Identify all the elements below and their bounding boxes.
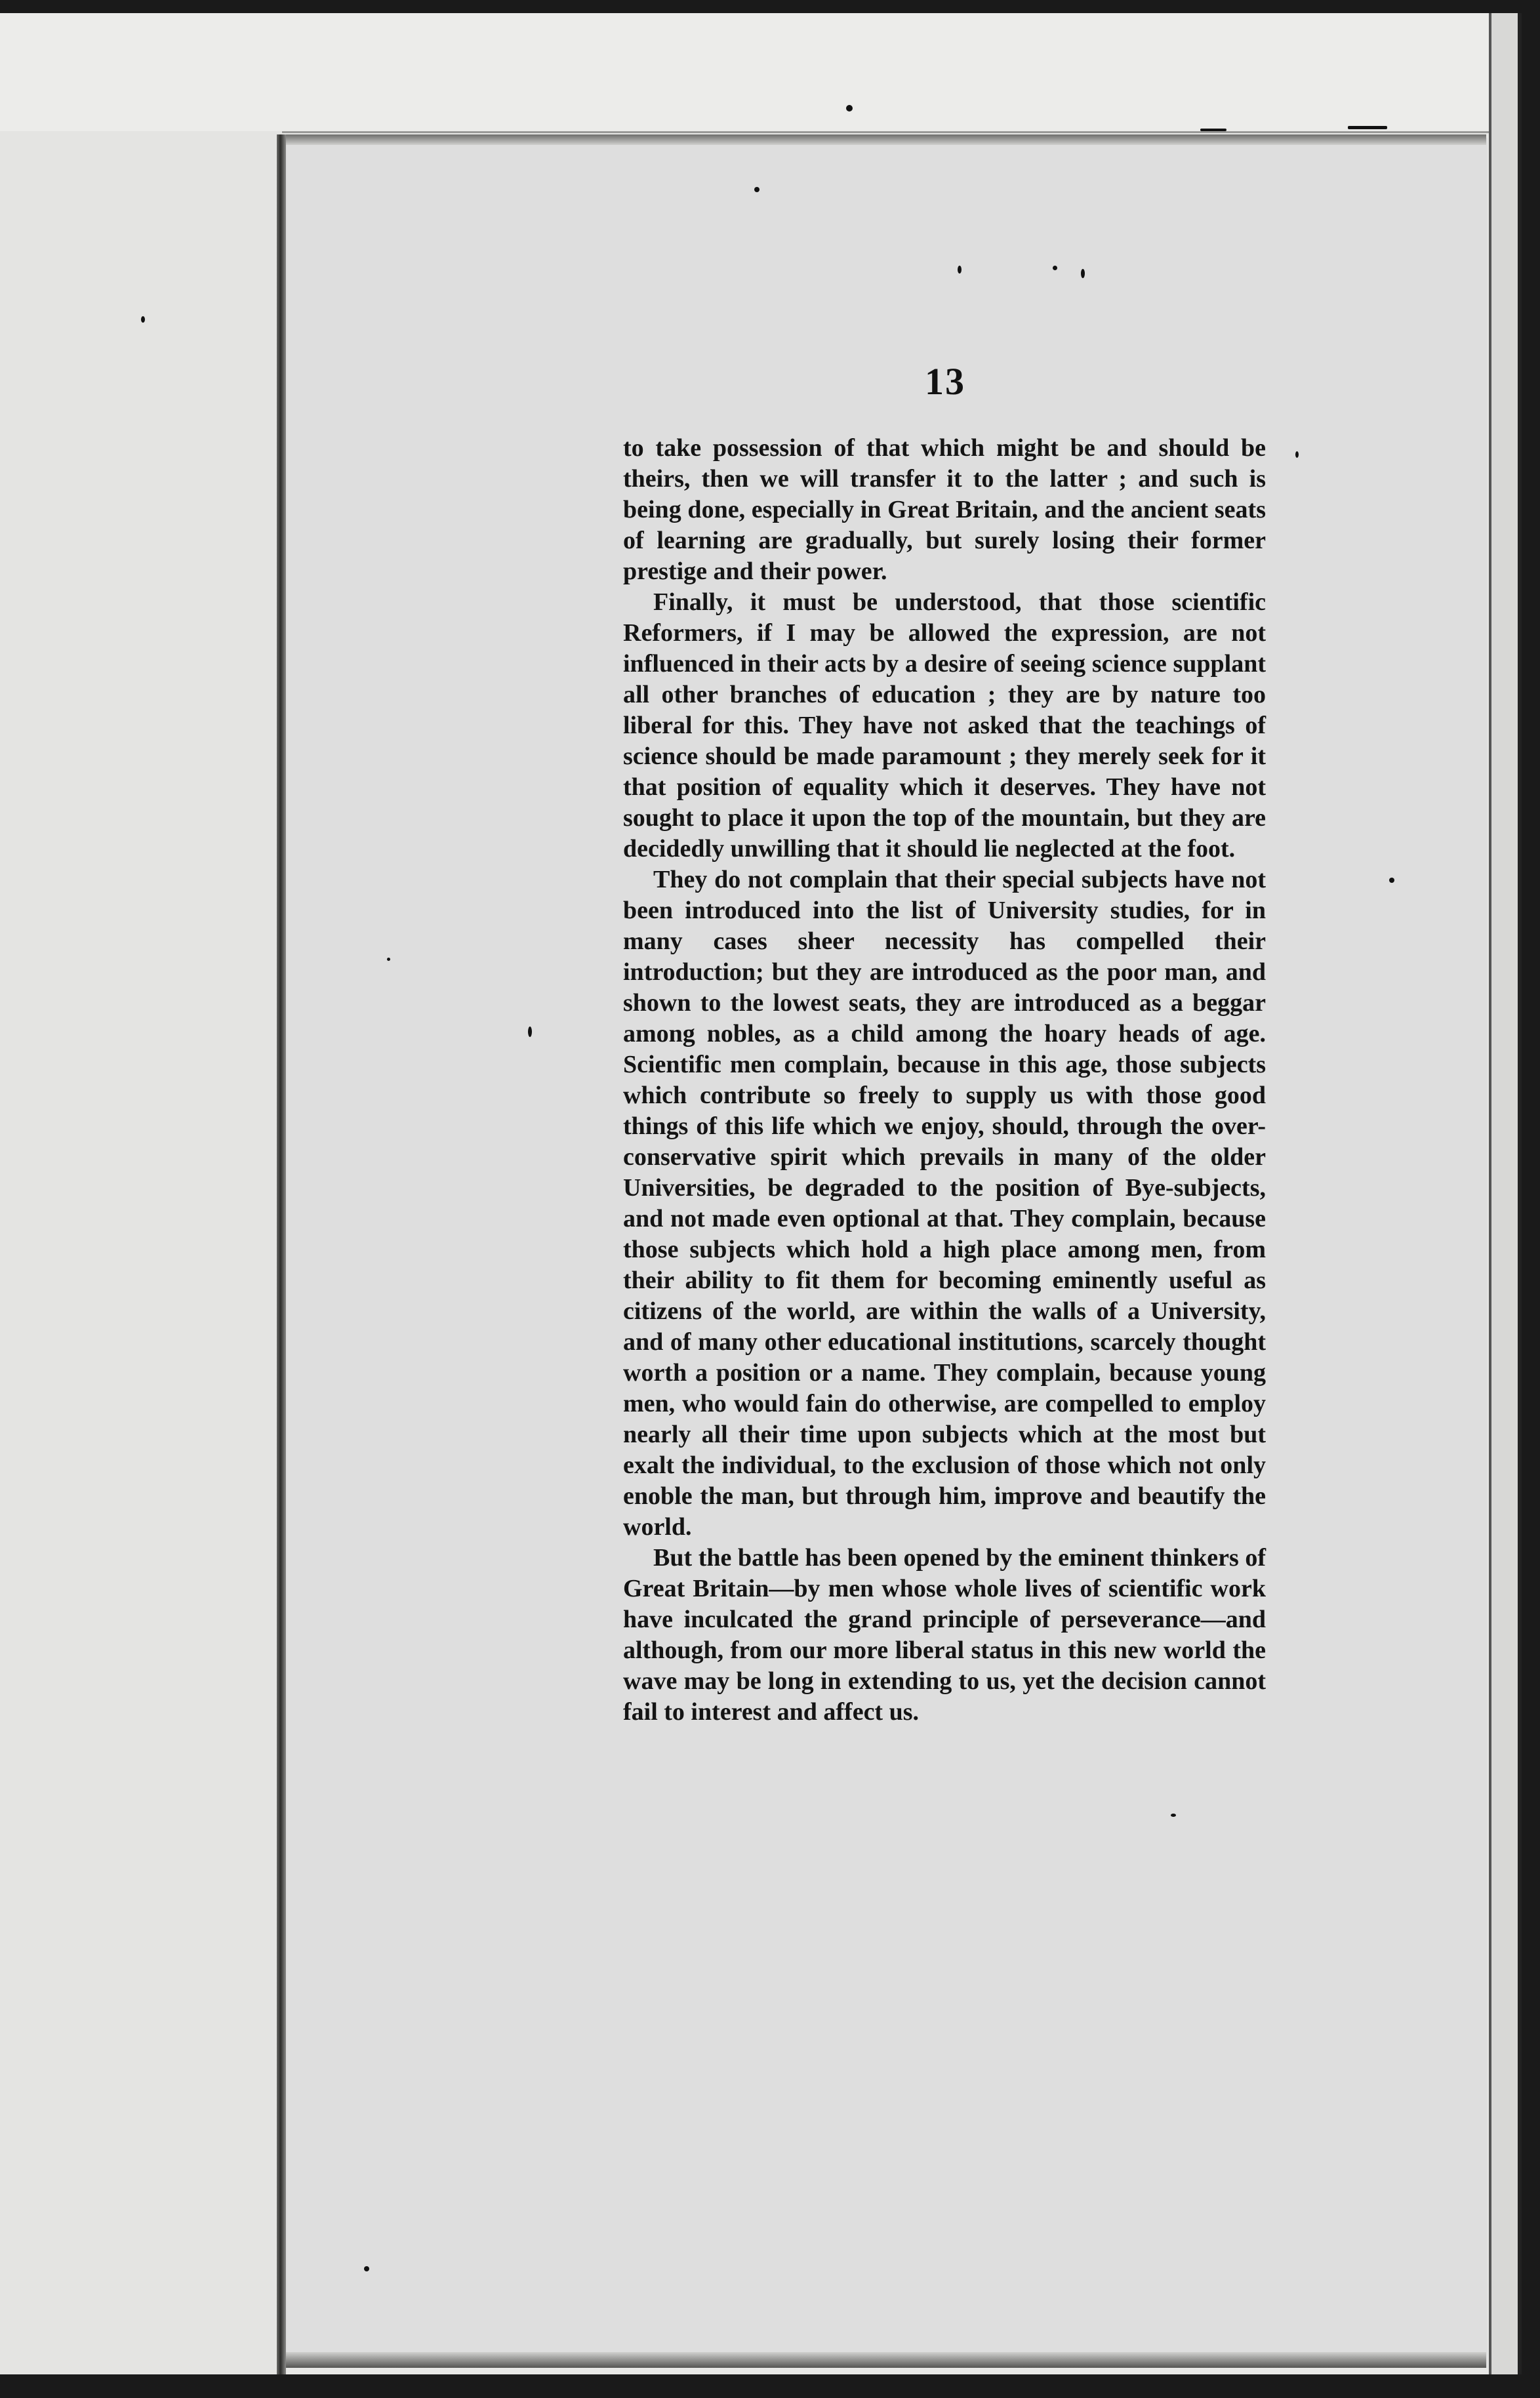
scan-speck bbox=[1171, 1814, 1176, 1817]
page-top-shadow bbox=[286, 134, 1486, 145]
scan-speck bbox=[387, 958, 390, 961]
scan-speck bbox=[958, 266, 962, 274]
page-number: 13 bbox=[925, 360, 965, 403]
page-gutter bbox=[277, 134, 286, 2374]
scan-speck bbox=[1053, 266, 1057, 270]
paragraph: They do not complain that their special subjects have not been introduced into the list of University studies, for in many cases sheer necessity has compelled their introduction; but they are introduced as the poor man, and shown to the lowest seats, they are introduced as a beggar among nobles, as a child among the hoary heads of age. Scientific men complain, because in this age, those subjects which contribute so freely to supply us with those good things of this life which we enjoy, should, through the over-conservative spirit which prevails in many of the older Universities, be degraded to the position of Bye-subjects, and not made even optional at that. They complain, because those subjects which hold a high place among men, from their ability to fit them for becoming eminently useful as citizens of the world, are within the walls of a University, and of many other educational institutions, scarcely thought worth a position or a name. They complain, because young men, who would fain do otherwise, are compelled to employ nearly all their time upon subjects which at the most but exalt the individual, to the exclusion of those which not only enoble the man, but through him, improve and beautify the world. bbox=[623, 866, 1266, 1541]
scan-speck bbox=[141, 316, 145, 323]
right-page-edge bbox=[1489, 13, 1522, 2374]
scan-speck bbox=[1295, 451, 1299, 458]
paragraph: to take possession of that which might be and should be theirs, then we will transfer it to the latter ; and such is being done, especially in Great Britain, and the ancient seats of learning are gradually, but surely losing their former prestige and their power. bbox=[623, 434, 1266, 585]
page-bottom-shadow bbox=[286, 2352, 1486, 2368]
scan-speck bbox=[1200, 129, 1226, 131]
document-body bbox=[623, 433, 1266, 1728]
outer-paper-top-fold bbox=[0, 13, 1502, 133]
scan-speck bbox=[1389, 878, 1394, 883]
paragraph: But the battle has been opened by the eminent thinkers of Great Britain—by men whose whole lives of scientific work have inculcated the grand principle of perseverance—and although, from our more liberal status in this new world the wave may be long in extending to us, yet the decision cannot fail to interest and affect us. bbox=[623, 1544, 1266, 1726]
scan-speck bbox=[846, 105, 853, 112]
scan-speck bbox=[364, 2266, 369, 2271]
scan-speck bbox=[1081, 269, 1085, 278]
scan-speck bbox=[1348, 126, 1387, 129]
scan-speck bbox=[754, 187, 760, 192]
left-margin-panel bbox=[0, 131, 282, 2374]
scan-speck bbox=[528, 1026, 532, 1037]
paragraph: Finally, it must be understood, that those scientific Reformers, if I may be allowed the expression, are not influenced in their acts by a desire of seeing science supplant all other branches of education ; they are by nature too liberal for this. They have not asked that the teachings of science should be made paramount ; they merely seek for it that position of equality which it deserves. They have not sought to place it upon the top of the mountain, but they are decidedly unwilling that it should lie neglected at the foot. bbox=[623, 588, 1266, 863]
